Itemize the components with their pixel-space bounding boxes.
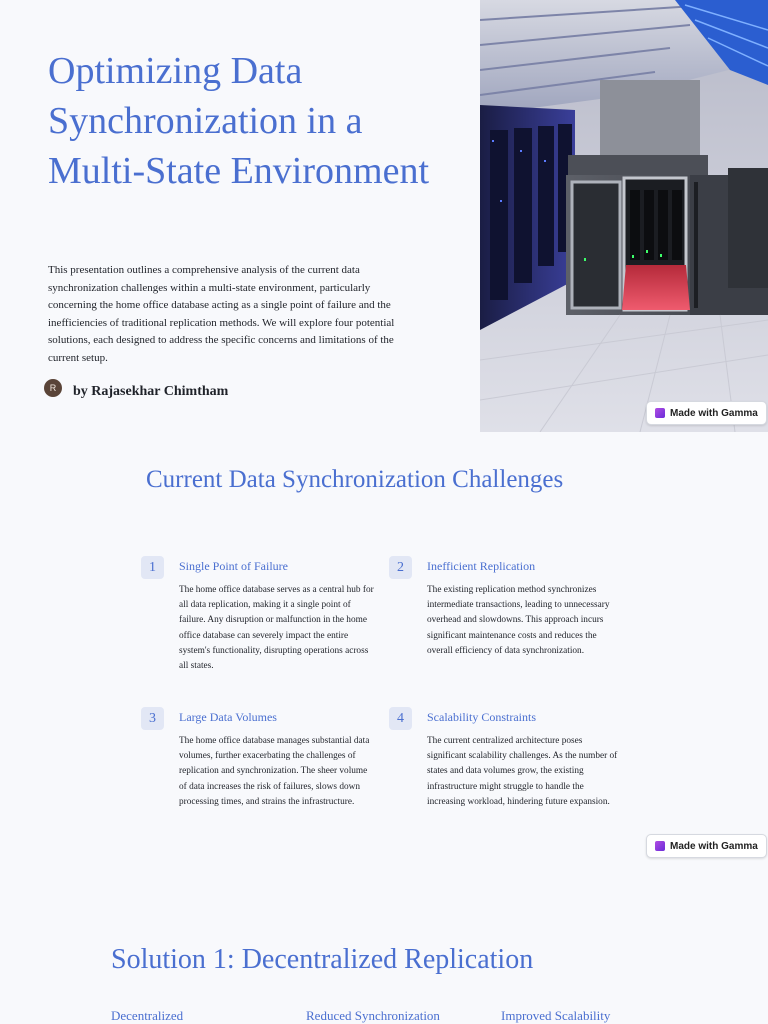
- made-with-gamma-button[interactable]: [646, 834, 767, 858]
- card-number: 1: [141, 556, 164, 579]
- data-center-image: [480, 0, 768, 432]
- solution-column-title: Decentralized: [111, 1008, 184, 1023]
- intro-paragraph: This presentation outlines a comprehensive analysis of the current data synchronization challenges within a multi-state environment, particularly concerning the home office database acting as a single point of failure and the inefficiencies of traditional replication methods. We will explore four potential solutions, each designed to address the specific concerns and limitations of the current setup.: [48, 264, 395, 364]
- gamma-logo-icon: [655, 841, 665, 851]
- card-title: Scalability Constraints: [427, 710, 536, 724]
- card-number: 2: [389, 556, 412, 579]
- gamma-logo-icon: [655, 408, 665, 418]
- avatar: R: [44, 379, 62, 397]
- presentation-title: Optimizing Data Synchronization in a Multi-State Environment: [48, 50, 430, 192]
- challenges-title: Current Data Synchronization Challenges: [146, 466, 564, 493]
- made-with-gamma-label: Made with Gamma: [670, 407, 758, 419]
- card-number: 4: [389, 707, 412, 730]
- solution-1-title: Solution 1: Decentralized Replication: [111, 944, 534, 975]
- card-title: Single Point of Failure: [179, 559, 288, 573]
- card-body: The home office database serves as a central hub for all data replication, making it a single point of failure. Any disruption or malfunction in the home office database can severely impact the entire system's functionality, disrupting operations across all states.: [179, 585, 374, 672]
- solution-column-title: Reduced Synchronization: [306, 1008, 440, 1023]
- card-body: The current centralized architecture poses significant scalability challenges. As the number of states and data volumes grow, the existing infrastructure might struggle to handle the increasing workload, hindering future expansion.: [427, 736, 618, 807]
- card-body: The home office database manages substantial data volumes, further exacerbating the challenges of replication and synchronization. The sheer volume of data increases the risk of failures, slows down processing times, and strains the infrastructure.: [179, 736, 370, 807]
- title-slide: [0, 0, 768, 432]
- card-number: 3: [141, 707, 164, 730]
- card-title: Inefficient Replication: [427, 559, 536, 573]
- card-title: Large Data Volumes: [179, 710, 277, 724]
- card-body: The existing replication method synchronizes intermediate transactions, leading to unnecessary overhead and slowdowns. This approach incurs significant maintenance costs and reduces the overall efficiency of data synchronization.: [427, 585, 610, 656]
- author-name: by Rajasekhar Chimtham: [73, 384, 229, 399]
- made-with-gamma-label: Made with Gamma: [670, 840, 758, 852]
- author-block: [44, 376, 228, 400]
- made-with-gamma-button[interactable]: [646, 401, 767, 425]
- solution-column-title: Improved Scalability: [501, 1008, 611, 1023]
